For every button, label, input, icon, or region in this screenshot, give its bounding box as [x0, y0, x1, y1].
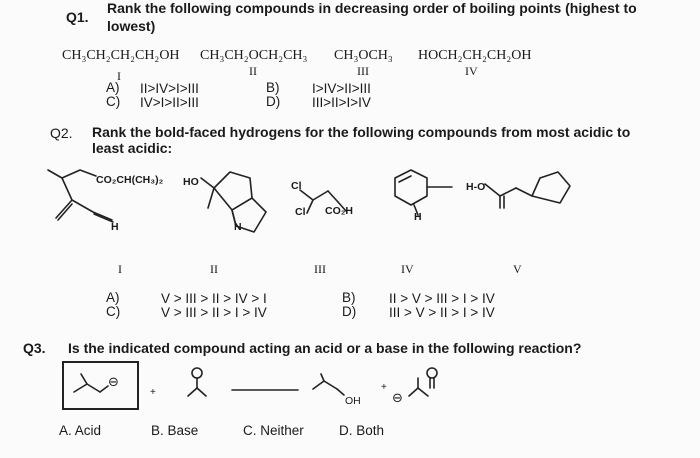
q2-numeral-1: I	[118, 262, 122, 276]
q1-compound-1: CH₃CH₂CH₂CH₂OH	[62, 48, 180, 63]
q1-prompt-line1: Rank the following compounds in decreasing order of boiling points (highest to	[107, 0, 637, 16]
q2-option-c-text: V > III > II > I > IV	[161, 305, 267, 320]
q1-numeral-4: IV	[465, 64, 478, 78]
q2-prompt-line2: least acidic:	[92, 140, 173, 156]
q1-compound-2: CH₃CH₂OCH₂CH₃	[200, 48, 308, 63]
q2-cl2-label: Cl	[295, 206, 306, 218]
q2-ester-label: CO₂CH(CH₃)₂	[96, 174, 164, 186]
q3-answer-acid[interactable]: A. Acid	[59, 423, 102, 438]
q1-compound-3: CH₃OCH₃	[334, 48, 393, 63]
q3-prompt: Is the indicated compound acting an acid or a base in the following reaction?	[68, 340, 582, 356]
q2-prompt-line1: Rank the bold-faced hydrogens for the following compounds from most acidic to	[92, 124, 631, 140]
q2-cl1-label: Cl	[291, 180, 302, 192]
q2-co2h-label: CO₂H	[325, 205, 353, 217]
q2-number: Q2.	[50, 125, 73, 141]
q1-option-a-letter[interactable]: A)	[106, 80, 120, 95]
q2-numeral-2: II	[210, 262, 218, 276]
q2-option-a-text: V > III > II > IV > I	[161, 291, 267, 306]
q3-number: Q3.	[23, 340, 46, 356]
q2-option-d-text: III > V > II > I > IV	[389, 305, 495, 320]
q1-number: Q1.	[66, 9, 89, 25]
q1-option-d-letter[interactable]: D)	[266, 94, 281, 109]
q2-option-d-letter[interactable]: D)	[342, 304, 357, 319]
q1-option-a-text: II>IV>I>III	[140, 81, 199, 96]
q1-option-b-text: I>IV>II>III	[312, 81, 371, 96]
q1-option-c-text: IV>I>II>III	[140, 95, 199, 110]
q2-option-a-letter[interactable]: A)	[106, 290, 120, 305]
q2-option-b-text: II > V > III > I > IV	[389, 291, 495, 306]
q3-negative-charge-1: ⊖	[108, 374, 119, 389]
q3-oh-label: OH	[345, 395, 361, 407]
q1-compound-4: HOCH₂CH₂CH₂OH	[418, 48, 532, 63]
q1-prompt-line2: lowest)	[107, 18, 156, 34]
q1-option-d-text: III>II>I>IV	[312, 95, 371, 110]
q3-plus-2: +	[381, 382, 387, 393]
q2-h4-label: H	[414, 211, 422, 223]
q2-option-b-letter[interactable]: B)	[342, 290, 356, 305]
q3-negative-charge-2: ⊖	[392, 390, 403, 405]
q2-ho5-label: H-O	[466, 181, 486, 193]
q2-n-label: N	[234, 221, 242, 233]
q1-numeral-3: III	[357, 64, 369, 78]
q2-h1-label: H	[111, 221, 119, 233]
q2-option-c-letter[interactable]: C)	[106, 304, 121, 319]
q1-numeral-1: I	[117, 69, 121, 83]
q1-numeral-2: II	[249, 64, 257, 78]
q2-numeral-3: III	[314, 262, 326, 276]
q3-answer-both[interactable]: D. Both	[339, 423, 385, 438]
q2-ho-label: HO	[183, 176, 199, 188]
q2-numeral-5: V	[513, 262, 522, 276]
q3-plus-1: +	[150, 387, 156, 398]
q1-option-c-letter[interactable]: C)	[106, 94, 121, 109]
q2-numeral-4: IV	[401, 262, 414, 276]
q3-answer-base[interactable]: B. Base	[151, 423, 199, 438]
q3-answer-neither[interactable]: C. Neither	[243, 423, 304, 438]
q1-option-b-letter[interactable]: B)	[266, 80, 280, 95]
